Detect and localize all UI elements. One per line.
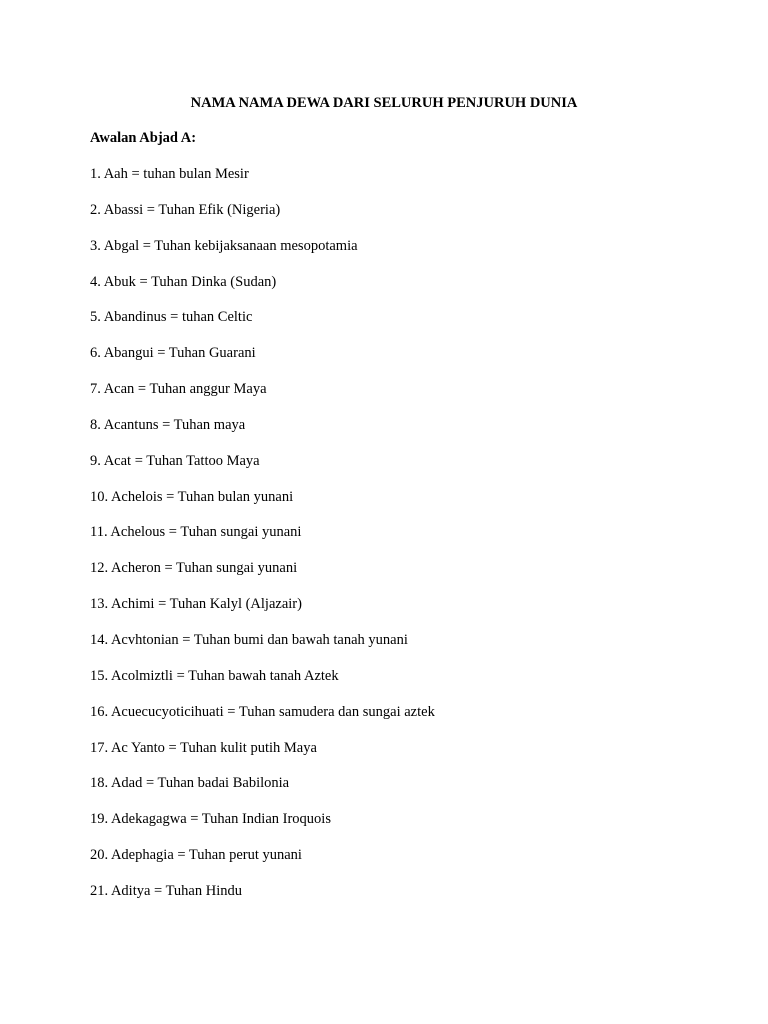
list-item: 6. Abangui = Tuhan Guarani <box>90 345 256 362</box>
list-item: 9. Acat = Tuhan Tattoo Maya <box>90 452 260 469</box>
list-item: 15. Acolmiztli = Tuhan bawah tanah Aztek <box>90 667 339 684</box>
list-item: 11. Achelous = Tuhan sungai yunani <box>90 524 302 541</box>
list-item: 14. Acvhtonian = Tuhan bumi dan bawah tanah yunani <box>90 631 408 648</box>
list-item: 8. Acantuns = Tuhan maya <box>90 416 246 433</box>
deity-list <box>90 165 435 918</box>
list-item: 12. Acheron = Tuhan sungai yunani <box>90 560 298 577</box>
list-item: 20. Adephagia = Tuhan perut yunani <box>90 847 302 864</box>
list-item: 5. Abandinus = tuhan Celtic <box>90 309 253 326</box>
list-item: 7. Acan = Tuhan anggur Maya <box>90 381 267 398</box>
list-item: 16. Acuecucyoticihuati = Tuhan samudera dan sungai aztek <box>90 703 435 720</box>
list-item: 19. Adekagagwa = Tuhan Indian Iroquois <box>90 811 331 828</box>
list-item: 10. Achelois = Tuhan bulan yunani <box>90 488 294 505</box>
list-item: 4. Abuk = Tuhan Dinka (Sudan) <box>90 273 277 290</box>
list-item: 21. Aditya = Tuhan Hindu <box>90 882 242 899</box>
list-item: 13. Achimi = Tuhan Kalyl (Aljazair) <box>90 596 302 613</box>
document-title: NAMA NAMA DEWA DARI SELURUH PENJURUH DUNIA <box>190 95 578 111</box>
list-item: 17. Ac Yanto = Tuhan kulit putih Maya <box>90 739 317 756</box>
section-heading: Awalan Abjad A: <box>90 130 197 146</box>
list-item: 1. Aah = tuhan bulan Mesir <box>90 166 249 182</box>
list-item: 18. Adad = Tuhan badai Babilonia <box>90 775 290 792</box>
list-item: 2. Abassi = Tuhan Efik (Nigeria) <box>90 201 281 218</box>
list-item: 3. Abgal = Tuhan kebijaksanaan mesopotamia <box>90 237 358 254</box>
